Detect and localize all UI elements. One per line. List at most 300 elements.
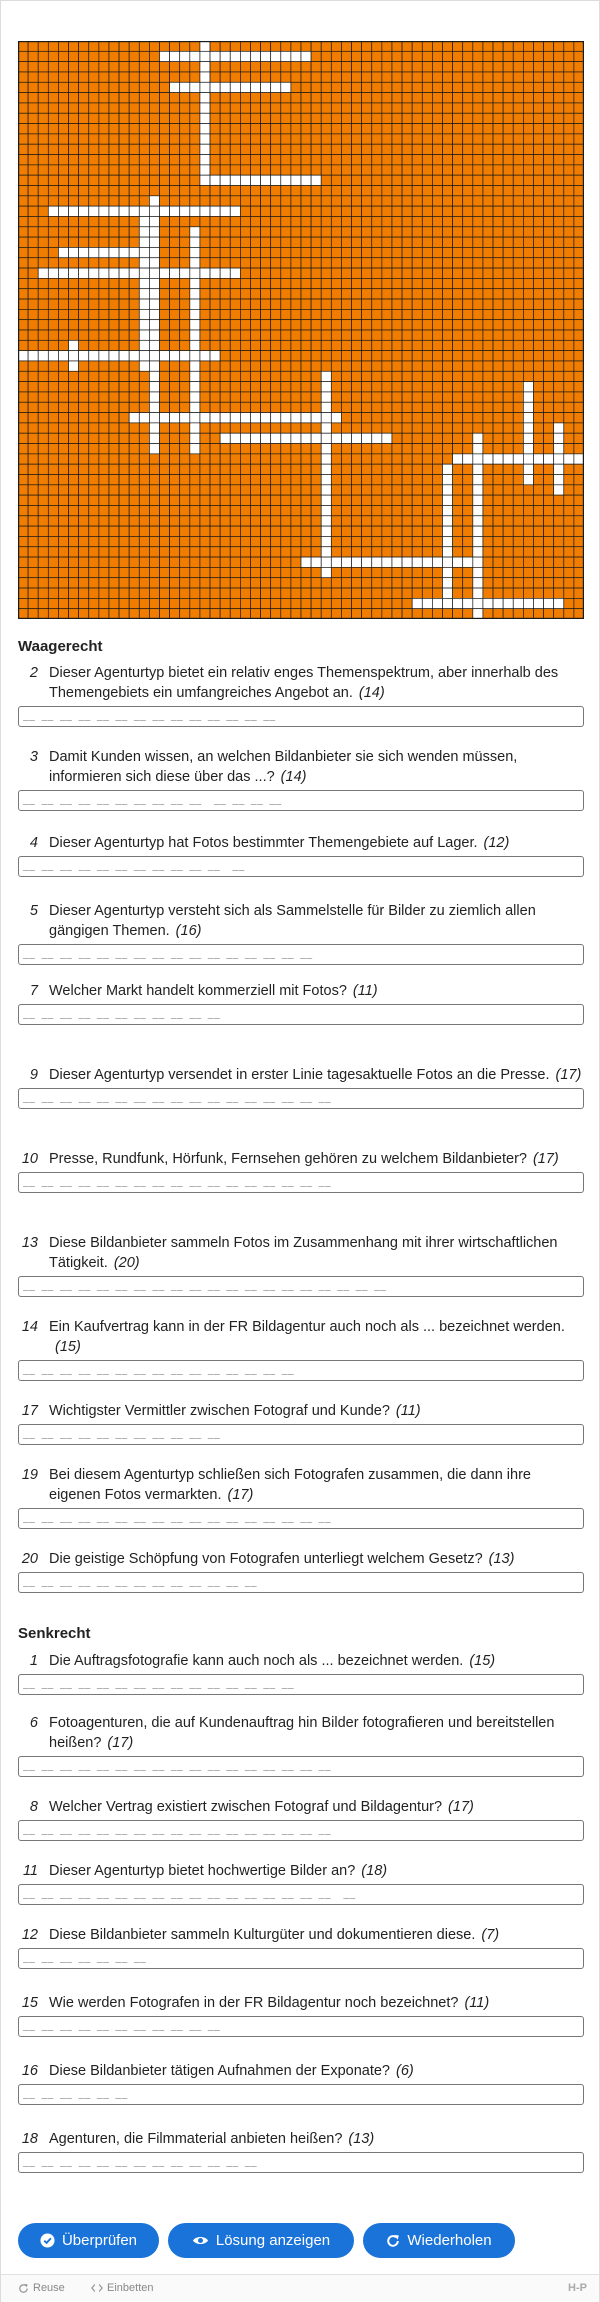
letter-cell[interactable]	[230, 175, 240, 185]
answer-input[interactable]	[18, 1172, 584, 1193]
letter-cell[interactable]	[301, 413, 311, 423]
letter-cell[interactable]	[180, 268, 190, 278]
letter-cell[interactable]	[139, 258, 149, 268]
letter-cell[interactable]	[149, 423, 159, 433]
letter-cell[interactable]	[281, 413, 291, 423]
letter-cell[interactable]	[139, 216, 149, 226]
letter-cell[interactable]	[432, 598, 442, 608]
letter-cell[interactable]	[564, 454, 574, 464]
letter-cell[interactable]	[331, 557, 341, 567]
letter-cell[interactable]	[443, 598, 453, 608]
letter-cell[interactable]	[109, 206, 119, 216]
letter-cell[interactable]	[483, 598, 493, 608]
letter-cell[interactable]	[554, 464, 564, 474]
letter-cell[interactable]	[412, 557, 422, 567]
letter-cell[interactable]	[281, 82, 291, 92]
letter-cell[interactable]	[250, 51, 260, 61]
answer-input[interactable]	[18, 1756, 584, 1777]
letter-cell[interactable]	[69, 351, 79, 361]
letter-cell[interactable]	[139, 299, 149, 309]
letter-cell[interactable]	[200, 93, 210, 103]
letter-cell[interactable]	[139, 330, 149, 340]
letter-cell[interactable]	[473, 536, 483, 546]
letter-cell[interactable]	[230, 51, 240, 61]
letter-cell[interactable]	[89, 268, 99, 278]
letter-cell[interactable]	[473, 464, 483, 474]
letter-cell[interactable]	[372, 433, 382, 443]
letter-cell[interactable]	[210, 268, 220, 278]
letter-cell[interactable]	[190, 82, 200, 92]
letter-cell[interactable]	[180, 206, 190, 216]
letter-cell[interactable]	[240, 82, 250, 92]
letter-cell[interactable]	[220, 82, 230, 92]
letter-cell[interactable]	[79, 268, 89, 278]
letter-cell[interactable]	[200, 175, 210, 185]
letter-cell[interactable]	[281, 175, 291, 185]
letter-cell[interactable]	[271, 413, 281, 423]
letter-cell[interactable]	[493, 454, 503, 464]
letter-cell[interactable]	[139, 206, 149, 216]
letter-cell[interactable]	[220, 51, 230, 61]
crossword-grid[interactable]	[18, 41, 584, 619]
letter-cell[interactable]	[129, 247, 139, 257]
letter-cell[interactable]	[170, 351, 180, 361]
letter-cell[interactable]	[311, 433, 321, 443]
letter-cell[interactable]	[48, 206, 58, 216]
letter-cell[interactable]	[190, 413, 200, 423]
letter-cell[interactable]	[523, 454, 533, 464]
letter-cell[interactable]	[271, 175, 281, 185]
answer-input[interactable]	[18, 2016, 584, 2037]
letter-cell[interactable]	[443, 475, 453, 485]
letter-cell[interactable]	[149, 268, 159, 278]
letter-cell[interactable]	[220, 206, 230, 216]
letter-cell[interactable]	[149, 351, 159, 361]
letter-cell[interactable]	[443, 485, 453, 495]
answer-input[interactable]	[18, 2084, 584, 2105]
letter-cell[interactable]	[301, 433, 311, 443]
answer-input[interactable]	[18, 1884, 584, 1905]
letter-cell[interactable]	[443, 536, 453, 546]
letter-cell[interactable]	[160, 206, 170, 216]
letter-cell[interactable]	[170, 206, 180, 216]
letter-cell[interactable]	[69, 206, 79, 216]
letter-cell[interactable]	[200, 351, 210, 361]
letter-cell[interactable]	[311, 413, 321, 423]
letter-cell[interactable]	[574, 454, 584, 464]
letter-cell[interactable]	[523, 444, 533, 454]
letter-cell[interactable]	[190, 206, 200, 216]
letter-cell[interactable]	[513, 598, 523, 608]
letter-cell[interactable]	[321, 433, 331, 443]
letter-cell[interactable]	[160, 351, 170, 361]
letter-cell[interactable]	[58, 351, 68, 361]
letter-cell[interactable]	[250, 433, 260, 443]
letter-cell[interactable]	[321, 413, 331, 423]
letter-cell[interactable]	[139, 247, 149, 257]
letter-cell[interactable]	[443, 526, 453, 536]
letter-cell[interactable]	[190, 444, 200, 454]
letter-cell[interactable]	[180, 351, 190, 361]
letter-cell[interactable]	[190, 423, 200, 433]
letter-cell[interactable]	[321, 536, 331, 546]
letter-cell[interactable]	[443, 588, 453, 598]
letter-cell[interactable]	[139, 413, 149, 423]
letter-cell[interactable]	[149, 289, 159, 299]
letter-cell[interactable]	[210, 175, 220, 185]
letter-cell[interactable]	[301, 175, 311, 185]
letter-cell[interactable]	[230, 413, 240, 423]
letter-cell[interactable]	[473, 588, 483, 598]
letter-cell[interactable]	[523, 423, 533, 433]
letter-cell[interactable]	[200, 124, 210, 134]
letter-cell[interactable]	[190, 351, 200, 361]
letter-cell[interactable]	[321, 547, 331, 557]
letter-cell[interactable]	[554, 444, 564, 454]
letter-cell[interactable]	[149, 361, 159, 371]
letter-cell[interactable]	[190, 227, 200, 237]
letter-cell[interactable]	[291, 51, 301, 61]
letter-cell[interactable]	[170, 51, 180, 61]
letter-cell[interactable]	[523, 464, 533, 474]
show-solution-button[interactable]	[168, 2223, 354, 2258]
letter-cell[interactable]	[139, 278, 149, 288]
letter-cell[interactable]	[352, 557, 362, 567]
letter-cell[interactable]	[321, 444, 331, 454]
letter-cell[interactable]	[99, 247, 109, 257]
letter-cell[interactable]	[149, 247, 159, 257]
letter-cell[interactable]	[190, 330, 200, 340]
letter-cell[interactable]	[99, 351, 109, 361]
answer-input[interactable]	[18, 944, 584, 965]
letter-cell[interactable]	[443, 516, 453, 526]
letter-cell[interactable]	[513, 454, 523, 464]
letter-cell[interactable]	[453, 598, 463, 608]
letter-cell[interactable]	[149, 413, 159, 423]
letter-cell[interactable]	[139, 289, 149, 299]
letter-cell[interactable]	[261, 433, 271, 443]
letter-cell[interactable]	[362, 557, 372, 567]
letter-cell[interactable]	[372, 557, 382, 567]
letter-cell[interactable]	[230, 433, 240, 443]
letter-cell[interactable]	[190, 247, 200, 257]
letter-cell[interactable]	[483, 454, 493, 464]
letter-cell[interactable]	[200, 165, 210, 175]
letter-cell[interactable]	[422, 598, 432, 608]
letter-cell[interactable]	[210, 413, 220, 423]
letter-cell[interactable]	[190, 258, 200, 268]
letter-cell[interactable]	[99, 268, 109, 278]
letter-cell[interactable]	[170, 268, 180, 278]
letter-cell[interactable]	[533, 598, 543, 608]
letter-cell[interactable]	[149, 402, 159, 412]
embed-link[interactable]	[91, 2282, 153, 2294]
crossword-svg[interactable]	[18, 41, 584, 619]
letter-cell[interactable]	[190, 320, 200, 330]
letter-cell[interactable]	[321, 516, 331, 526]
letter-cell[interactable]	[200, 206, 210, 216]
letter-cell[interactable]	[321, 371, 331, 381]
letter-cell[interactable]	[463, 454, 473, 464]
letter-cell[interactable]	[200, 134, 210, 144]
letter-cell[interactable]	[160, 268, 170, 278]
letter-cell[interactable]	[79, 351, 89, 361]
letter-cell[interactable]	[240, 413, 250, 423]
letter-cell[interactable]	[200, 62, 210, 72]
letter-cell[interactable]	[463, 557, 473, 567]
letter-cell[interactable]	[321, 402, 331, 412]
letter-cell[interactable]	[58, 247, 68, 257]
letter-cell[interactable]	[422, 557, 432, 567]
letter-cell[interactable]	[69, 340, 79, 350]
retry-button[interactable]	[363, 2223, 515, 2258]
letter-cell[interactable]	[149, 196, 159, 206]
letter-cell[interactable]	[321, 567, 331, 577]
letter-cell[interactable]	[554, 423, 564, 433]
letter-cell[interactable]	[139, 351, 149, 361]
letter-cell[interactable]	[503, 454, 513, 464]
answer-input[interactable]	[18, 1820, 584, 1841]
letter-cell[interactable]	[544, 454, 554, 464]
letter-cell[interactable]	[200, 413, 210, 423]
letter-cell[interactable]	[271, 433, 281, 443]
letter-cell[interactable]	[554, 433, 564, 443]
letter-cell[interactable]	[18, 351, 28, 361]
letter-cell[interactable]	[281, 51, 291, 61]
letter-cell[interactable]	[149, 299, 159, 309]
check-button[interactable]	[18, 2223, 159, 2258]
letter-cell[interactable]	[210, 206, 220, 216]
letter-cell[interactable]	[321, 454, 331, 464]
letter-cell[interactable]	[149, 382, 159, 392]
letter-cell[interactable]	[554, 485, 564, 495]
letter-cell[interactable]	[443, 578, 453, 588]
reuse-link[interactable]	[18, 2282, 65, 2294]
letter-cell[interactable]	[200, 144, 210, 154]
letter-cell[interactable]	[180, 413, 190, 423]
letter-cell[interactable]	[523, 402, 533, 412]
letter-cell[interactable]	[139, 361, 149, 371]
letter-cell[interactable]	[291, 413, 301, 423]
letter-cell[interactable]	[271, 82, 281, 92]
letter-cell[interactable]	[210, 82, 220, 92]
letter-cell[interactable]	[473, 475, 483, 485]
letter-cell[interactable]	[119, 206, 129, 216]
letter-cell[interactable]	[321, 382, 331, 392]
letter-cell[interactable]	[382, 557, 392, 567]
letter-cell[interactable]	[473, 433, 483, 443]
letter-cell[interactable]	[443, 567, 453, 577]
letter-cell[interactable]	[200, 155, 210, 165]
letter-cell[interactable]	[180, 51, 190, 61]
letter-cell[interactable]	[473, 598, 483, 608]
letter-cell[interactable]	[443, 547, 453, 557]
letter-cell[interactable]	[503, 598, 513, 608]
letter-cell[interactable]	[523, 413, 533, 423]
letter-cell[interactable]	[190, 402, 200, 412]
letter-cell[interactable]	[291, 175, 301, 185]
letter-cell[interactable]	[190, 433, 200, 443]
letter-cell[interactable]	[69, 247, 79, 257]
letter-cell[interactable]	[321, 423, 331, 433]
letter-cell[interactable]	[129, 413, 139, 423]
letter-cell[interactable]	[301, 557, 311, 567]
letter-cell[interactable]	[119, 268, 129, 278]
letter-cell[interactable]	[220, 433, 230, 443]
letter-cell[interactable]	[200, 72, 210, 82]
letter-cell[interactable]	[321, 475, 331, 485]
letter-cell[interactable]	[149, 216, 159, 226]
letter-cell[interactable]	[341, 433, 351, 443]
letter-cell[interactable]	[443, 495, 453, 505]
letter-cell[interactable]	[190, 371, 200, 381]
letter-cell[interactable]	[69, 268, 79, 278]
letter-cell[interactable]	[453, 557, 463, 567]
letter-cell[interactable]	[250, 82, 260, 92]
letter-cell[interactable]	[149, 433, 159, 443]
letter-cell[interactable]	[170, 413, 180, 423]
letter-cell[interactable]	[149, 278, 159, 288]
letter-cell[interactable]	[58, 268, 68, 278]
answer-input[interactable]	[18, 706, 584, 727]
letter-cell[interactable]	[149, 330, 159, 340]
letter-cell[interactable]	[331, 413, 341, 423]
letter-cell[interactable]	[382, 433, 392, 443]
letter-cell[interactable]	[200, 82, 210, 92]
letter-cell[interactable]	[321, 557, 331, 567]
letter-cell[interactable]	[493, 598, 503, 608]
letter-cell[interactable]	[28, 351, 38, 361]
answer-input[interactable]	[18, 1674, 584, 1695]
letter-cell[interactable]	[149, 340, 159, 350]
letter-cell[interactable]	[200, 113, 210, 123]
answer-input[interactable]	[18, 1948, 584, 1969]
letter-cell[interactable]	[473, 526, 483, 536]
letter-cell[interactable]	[69, 361, 79, 371]
letter-cell[interactable]	[109, 268, 119, 278]
letter-cell[interactable]	[321, 464, 331, 474]
letter-cell[interactable]	[210, 351, 220, 361]
letter-cell[interactable]	[311, 175, 321, 185]
answer-input[interactable]	[18, 1004, 584, 1025]
letter-cell[interactable]	[463, 598, 473, 608]
letter-cell[interactable]	[321, 392, 331, 402]
letter-cell[interactable]	[149, 206, 159, 216]
letter-cell[interactable]	[250, 413, 260, 423]
letter-cell[interactable]	[321, 505, 331, 515]
letter-cell[interactable]	[523, 598, 533, 608]
letter-cell[interactable]	[473, 578, 483, 588]
letter-cell[interactable]	[271, 51, 281, 61]
letter-cell[interactable]	[473, 485, 483, 495]
letter-cell[interactable]	[190, 382, 200, 392]
letter-cell[interactable]	[261, 51, 271, 61]
letter-cell[interactable]	[453, 454, 463, 464]
letter-cell[interactable]	[149, 371, 159, 381]
letter-cell[interactable]	[190, 299, 200, 309]
letter-cell[interactable]	[240, 51, 250, 61]
letter-cell[interactable]	[523, 433, 533, 443]
letter-cell[interactable]	[149, 237, 159, 247]
letter-cell[interactable]	[170, 82, 180, 92]
letter-cell[interactable]	[281, 433, 291, 443]
letter-cell[interactable]	[230, 82, 240, 92]
letter-cell[interactable]	[220, 413, 230, 423]
letter-cell[interactable]	[473, 495, 483, 505]
letter-cell[interactable]	[200, 268, 210, 278]
letter-cell[interactable]	[443, 464, 453, 474]
letter-cell[interactable]	[240, 175, 250, 185]
letter-cell[interactable]	[402, 557, 412, 567]
letter-cell[interactable]	[443, 505, 453, 515]
letter-cell[interactable]	[210, 51, 220, 61]
letter-cell[interactable]	[139, 227, 149, 237]
letter-cell[interactable]	[149, 392, 159, 402]
letter-cell[interactable]	[533, 454, 543, 464]
answer-input[interactable]	[18, 1424, 584, 1445]
letter-cell[interactable]	[443, 557, 453, 567]
letter-cell[interactable]	[119, 247, 129, 257]
letter-cell[interactable]	[190, 289, 200, 299]
letter-cell[interactable]	[200, 103, 210, 113]
letter-cell[interactable]	[362, 433, 372, 443]
letter-cell[interactable]	[79, 247, 89, 257]
letter-cell[interactable]	[200, 51, 210, 61]
letter-cell[interactable]	[89, 247, 99, 257]
letter-cell[interactable]	[58, 206, 68, 216]
letter-cell[interactable]	[412, 598, 422, 608]
letter-cell[interactable]	[473, 609, 483, 619]
letter-cell[interactable]	[79, 206, 89, 216]
letter-cell[interactable]	[554, 454, 564, 464]
letter-cell[interactable]	[473, 557, 483, 567]
letter-cell[interactable]	[139, 320, 149, 330]
letter-cell[interactable]	[321, 485, 331, 495]
letter-cell[interactable]	[200, 41, 210, 51]
letter-cell[interactable]	[554, 598, 564, 608]
letter-cell[interactable]	[149, 444, 159, 454]
letter-cell[interactable]	[331, 433, 341, 443]
letter-cell[interactable]	[341, 557, 351, 567]
letter-cell[interactable]	[190, 392, 200, 402]
letter-cell[interactable]	[190, 309, 200, 319]
letter-cell[interactable]	[160, 51, 170, 61]
letter-cell[interactable]	[129, 268, 139, 278]
letter-cell[interactable]	[220, 268, 230, 278]
letter-cell[interactable]	[473, 516, 483, 526]
letter-cell[interactable]	[473, 454, 483, 464]
answer-input[interactable]	[18, 856, 584, 877]
letter-cell[interactable]	[554, 475, 564, 485]
answer-input[interactable]	[18, 1088, 584, 1109]
letter-cell[interactable]	[139, 268, 149, 278]
letter-cell[interactable]	[523, 382, 533, 392]
letter-cell[interactable]	[129, 206, 139, 216]
letter-cell[interactable]	[432, 557, 442, 567]
answer-input[interactable]	[18, 1508, 584, 1529]
letter-cell[interactable]	[261, 175, 271, 185]
letter-cell[interactable]	[89, 206, 99, 216]
letter-cell[interactable]	[230, 206, 240, 216]
letter-cell[interactable]	[473, 444, 483, 454]
letter-cell[interactable]	[109, 247, 119, 257]
letter-cell[interactable]	[190, 268, 200, 278]
letter-cell[interactable]	[301, 51, 311, 61]
letter-cell[interactable]	[129, 351, 139, 361]
letter-cell[interactable]	[473, 567, 483, 577]
letter-cell[interactable]	[48, 351, 58, 361]
letter-cell[interactable]	[311, 557, 321, 567]
